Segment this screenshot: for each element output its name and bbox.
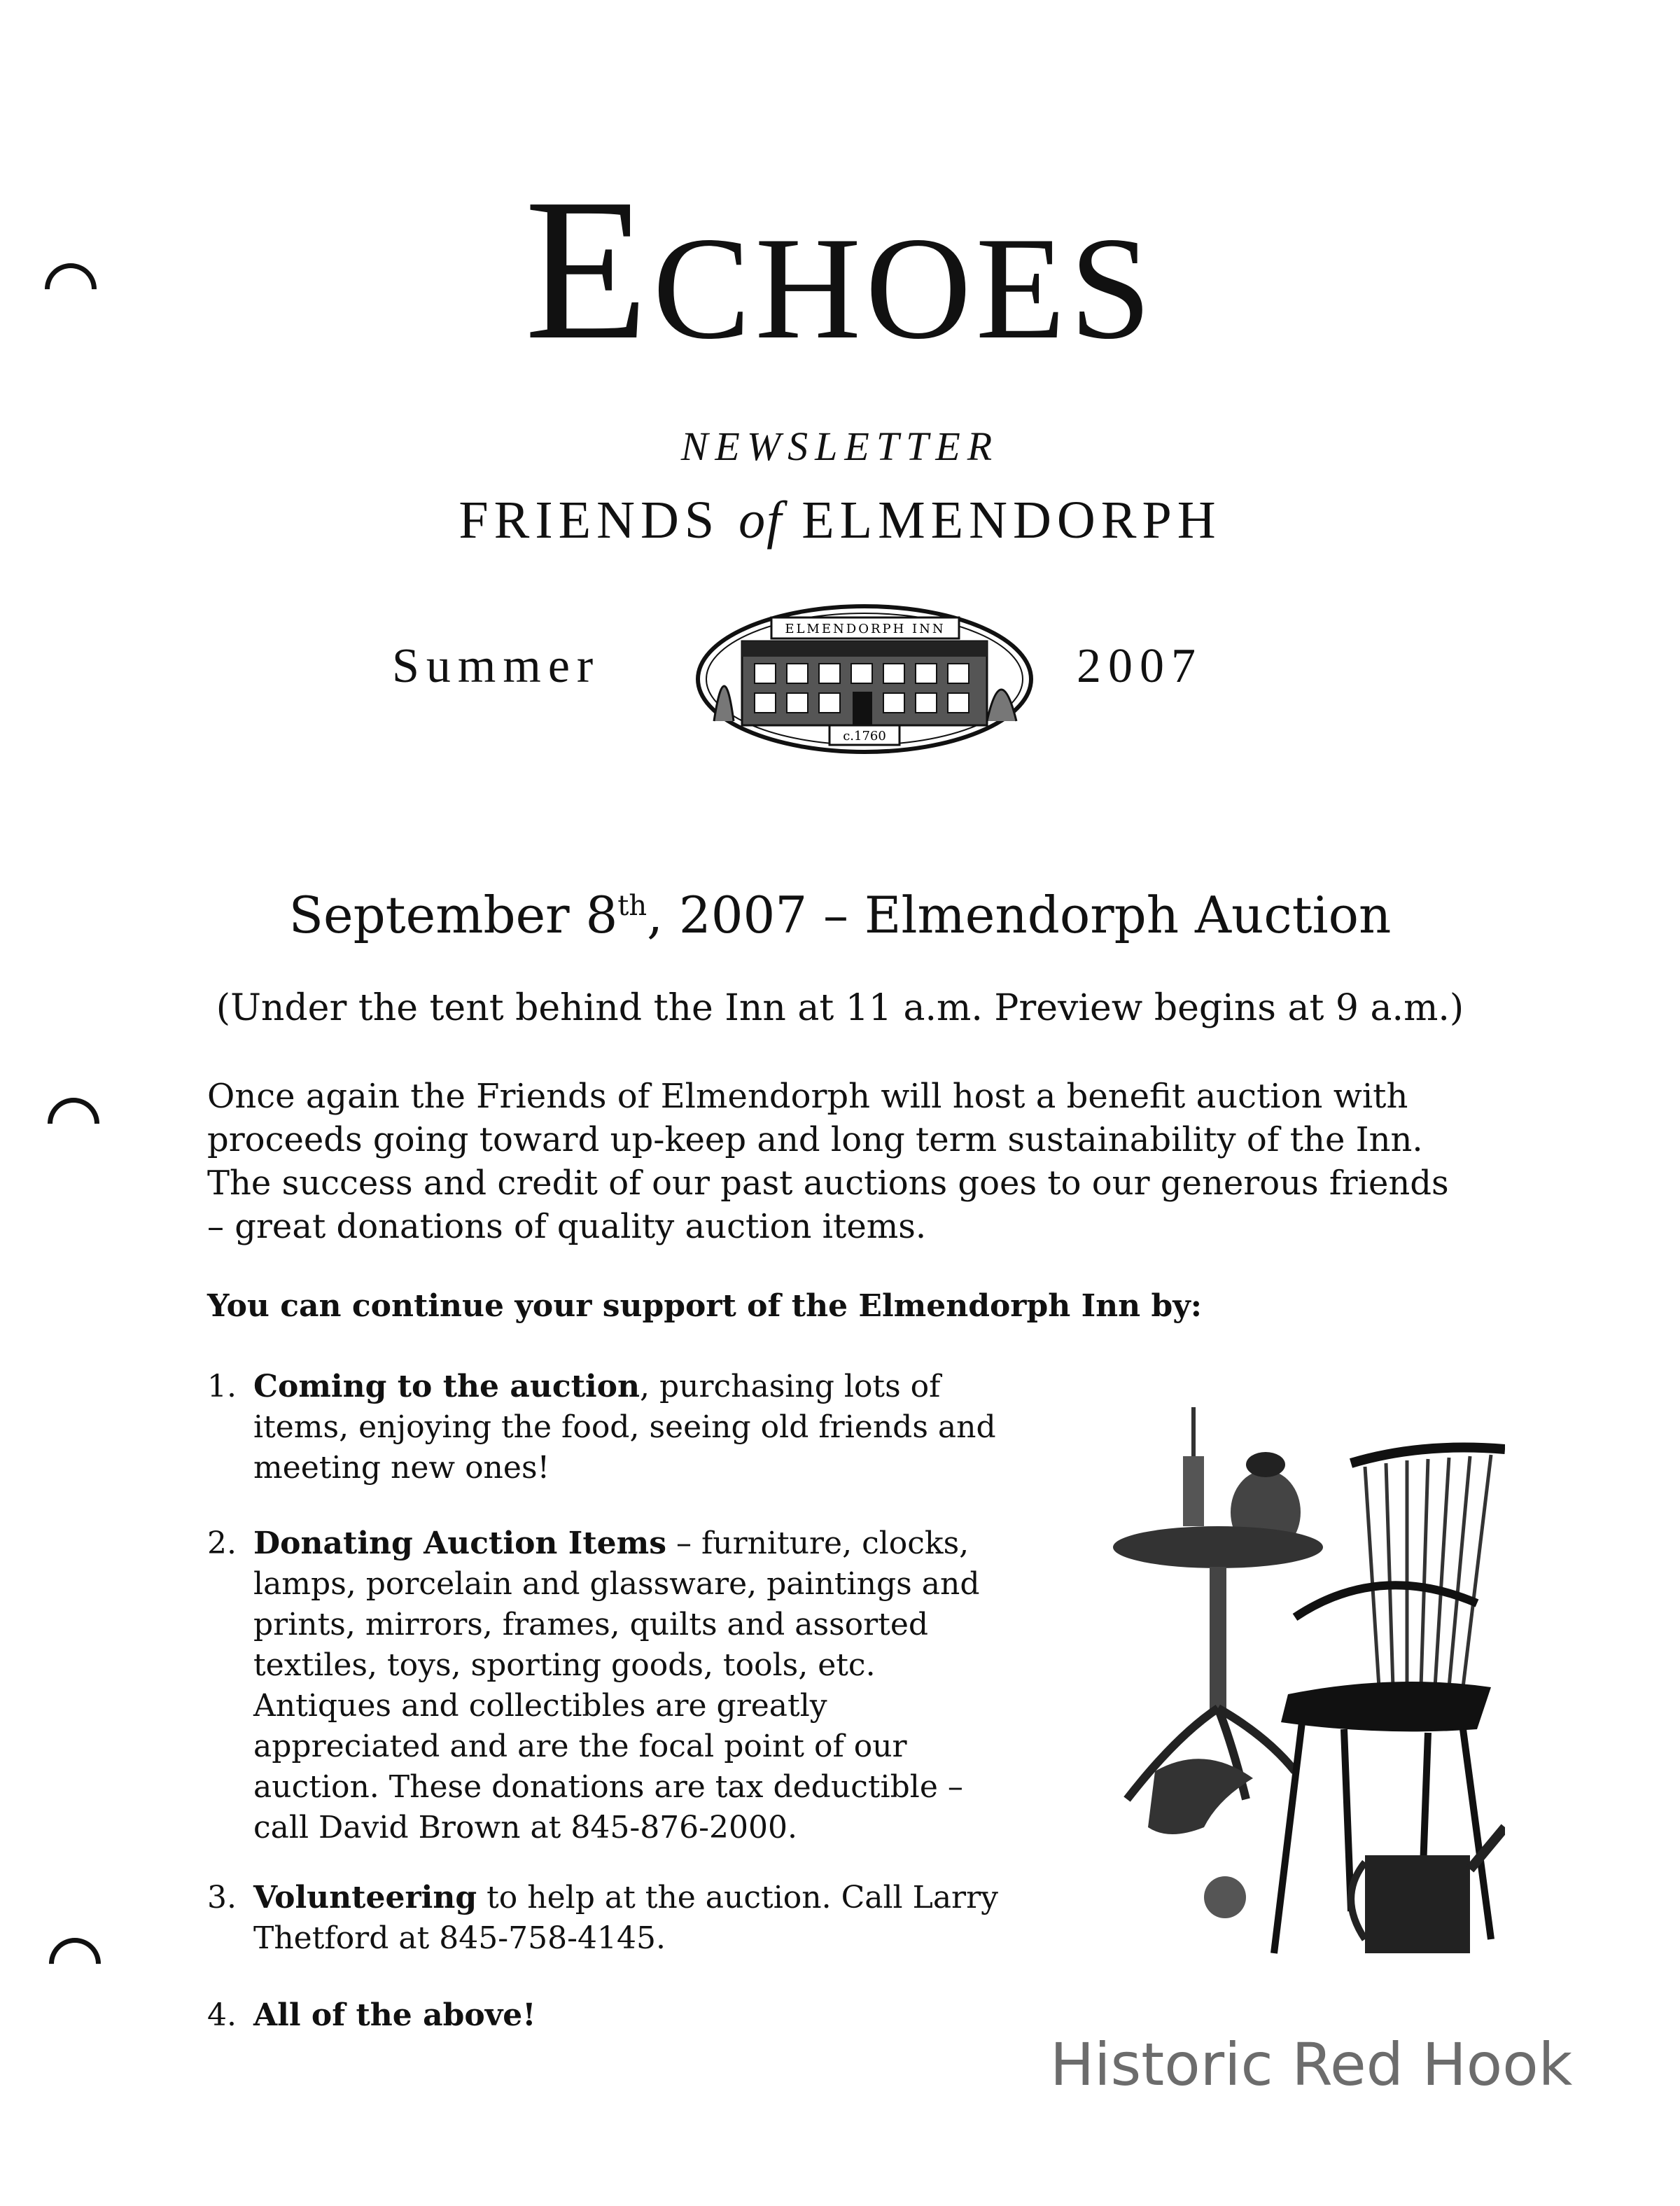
season-label: Summer: [392, 639, 601, 693]
organization-name: FRIENDS of ELMENDORPH: [458, 491, 1222, 550]
punch-hole-bottom: [38, 1927, 112, 2001]
list-item-2: 2. Donating Auction Items – furniture, clocks, lamps, porcelain and glassware, paintings and prints, mirrors, frames, quilts and assorted textiles, toys, sporting goods, tools, etc. Antiques and collectibles are greatly appreciated and are the focal point of our auction. These donations are tax deductible – call David Brown at 845-876-2000.: [207, 1526, 980, 1845]
auction-heading: September 8th, 2007 – Elmendorph Auction: [288, 886, 1392, 944]
support-heading: You can continue your support of the Elmendorph Inn by:: [207, 1288, 1203, 1324]
list-item-1: 1. Coming to the auction, purchasing lots of items, enjoying the food, seeing old friends and meeting new ones!: [207, 1369, 996, 1486]
svg-text:c.1760: c.1760: [843, 729, 886, 744]
auction-time-note: (Under the tent behind the Inn at 11 a.m. Preview begins at 9 a.m.): [216, 987, 1464, 1029]
punch-hole-middle: [37, 1087, 111, 1161]
intro-paragraph: Once again the Friends of Elmendorph will host a benefit auction with proceeds going toward up-keep and long term sustainability of the Inn. The success and credit of our past auctions goes to our generous friends – great donations of quality auction items.: [207, 1077, 1449, 1246]
year-label: 2007: [1077, 639, 1203, 693]
masthead-title: ECHOES: [524, 157, 1156, 382]
newsletter-label: NEWSLETTER: [680, 424, 1000, 469]
antiques-illustration: [1113, 1407, 1505, 1967]
inn-logo: [693, 602, 1036, 756]
list-item-4: 4. All of the above!: [207, 1997, 536, 2033]
watermark: Historic Red Hook: [1050, 2030, 1573, 2099]
list-item-3: 3. Volunteering to help at the auction. Call Larry Thetford at 845-758-4145.: [207, 1880, 998, 1956]
svg-text:ELMENDORPH INN: ELMENDORPH INN: [785, 622, 946, 636]
